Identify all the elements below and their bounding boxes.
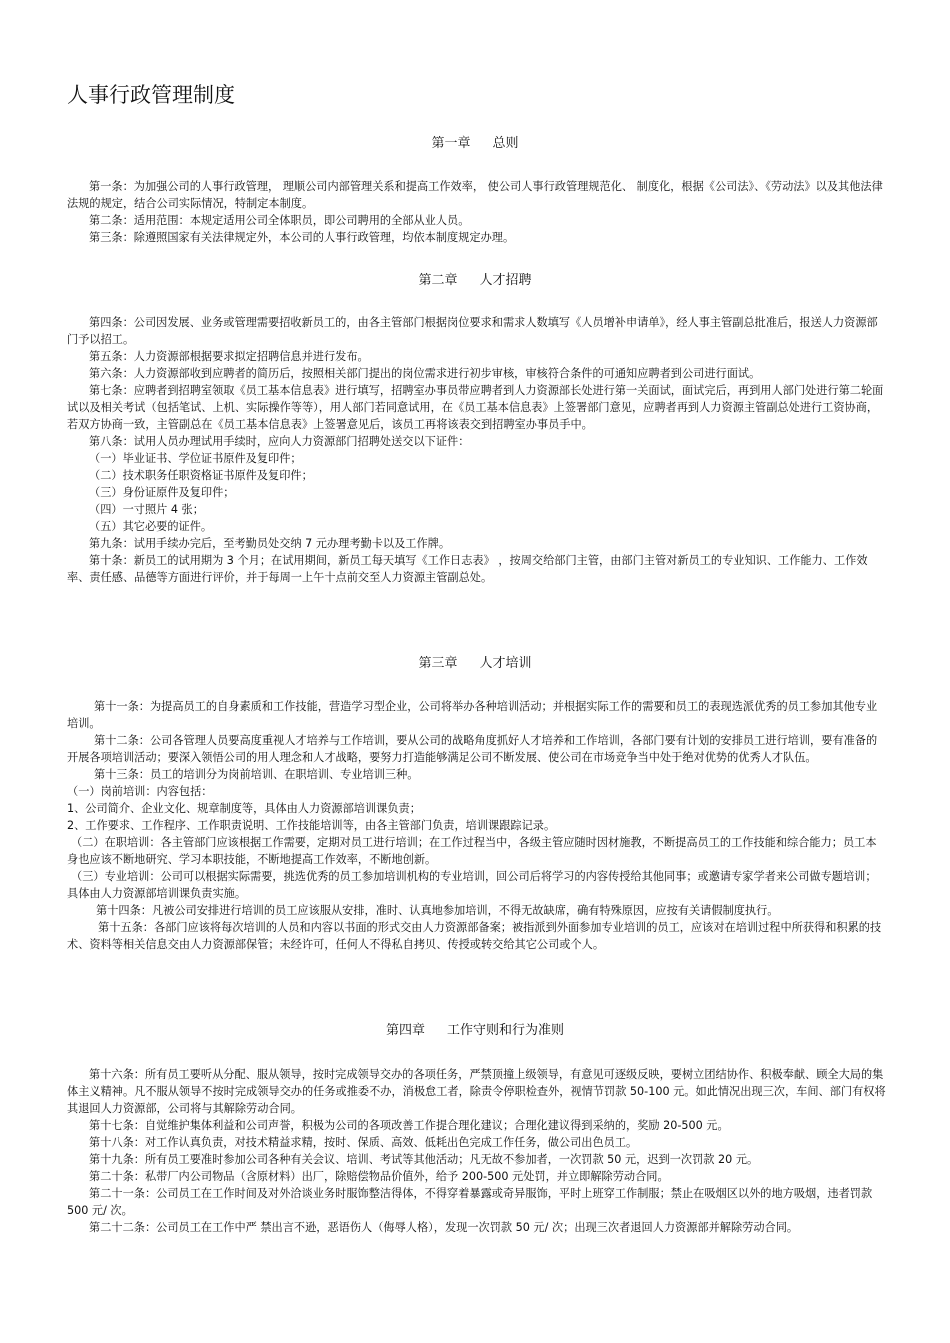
article-9: 第九条：试用手续办完后，至考勤员处交纳 7 元办理考勤卡以及工作牌。 <box>89 537 451 550</box>
training-type-2: （二）在职培训：各主管部门应该根据工作需要，定期对员工进行培训；在工作过程当中，各级主管应随时因材施教，不断提高员工的工作技能和综合能力；员工本身也应该不断地研究、学习本职技能，不断地提高工作效率，不断地创新。 <box>67 836 877 866</box>
chapter-name: 人才招聘 <box>479 273 532 288</box>
chapter-4-body <box>67 1066 887 1236</box>
chapter-1-body <box>67 178 887 246</box>
article-1: 第一条：为加强公司的人事行政管理， 理顺公司内部管理关系和提高工作效率， 使公司人事行政管理规范化、 制度化，根据《公司法》、《劳动法》以及其他法律法规的规定，结合公司实际情况，特制定本制度。 <box>67 180 883 210</box>
list-item: （五）其它必要的证件。 <box>89 520 213 533</box>
chapter-1-heading <box>0 135 950 153</box>
article-4: 第四条：公司因发展、业务或管理需要招收新员工的，由各主管部门根据岗位要求和需求人数填写《人员增补申请单》，经人事主管副总批准后，报送人力资源部门予以招工。 <box>67 316 878 346</box>
article-2: 第二条：适用范围：本规定适用公司全体职员，即公司聘用的全部从业人员。 <box>89 214 470 227</box>
chapter-number: 第三章 <box>418 656 458 671</box>
chapter-number: 第二章 <box>418 273 458 288</box>
chapter-3-body <box>67 698 887 953</box>
training-item-1: 1、公司简介、企业文化、规章制度等，具体由人力资源部培训课负责； <box>67 802 421 815</box>
article-20: 第二十条：私带厂内公司物品（含原材料）出厂，除赔偿物品价值外，给予 200-500 元处罚，并立即解除劳动合同。 <box>89 1170 669 1183</box>
training-type-1: （一）岗前培训：内容包括： <box>67 785 213 798</box>
chapter-4-heading <box>0 1022 950 1040</box>
article-7: 第七条：应聘者到招聘室领取《员工基本信息表》进行填写，招聘室办事员带应聘者到人力资源部长处进行第一关面试，面试完后，再到用人部门处进行第二轮面试以及相关考试（包括笔试、上机、实际操作等等），用人部门若同意试用，在《员工基本信息表》上签署部门意见，应聘者再到人力资源主管副总处进行工资协商，若双方协商一致，主管副总在《员工基本信息表》上签署意见后，该员工再将该表交到招聘室办事员手中。 <box>67 384 884 431</box>
article-8: 第八条：试用人员办理试用手续时，应向人力资源部门招聘处送交以下证件： <box>89 435 470 448</box>
article-5: 第五条：人力资源部根据要求拟定招聘信息并进行发布。 <box>89 350 369 363</box>
article-6: 第六条：人力资源部收到应聘者的简历后，按照相关部门提出的岗位需求进行初步审核，审核符合条件的可通知应聘者到公司进行面试。 <box>89 367 761 380</box>
article-17: 第十七条：自觉维护集体利益和公司声誉，积极为公司的各项改善工作提合理化建议；合理化建议得到采纳的，奖励 20-500 元。 <box>89 1119 729 1132</box>
training-item-2: 2、工作要求、工作程序、工作职责说明、工作技能培训等，由各主管部门负责，培训课跟踪记录。 <box>67 819 556 832</box>
document-title: 人事行政管理制度 <box>67 83 235 107</box>
list-item: （三）身份证原件及复印件； <box>89 486 235 499</box>
article-3: 第三条：除遵照国家有关法律规定外，本公司的人事行政管理，均依本制度规定办理。 <box>89 231 515 244</box>
article-13: 第十三条：员工的培训分为岗前培训、在职培训、专业培训三种。 <box>94 768 419 781</box>
chapter-name: 总则 <box>492 136 519 151</box>
chapter-name: 人才培训 <box>479 656 532 671</box>
list-item: （四）一寸照片 4 张； <box>89 503 204 516</box>
article-12: 第十二条：公司各管理人员要高度重视人才培养与工作培训，要从公司的战略角度抓好人才培养和工作培训，各部门要有计划的安排员工进行培训，要有准备的开展各项培训活动；要深入领悟公司的用人理念和人才战略，要努力打造能够满足公司不断发展、使公司在市场竞争当中处于绝对优势的优秀人才队伍。 <box>67 734 878 764</box>
chapter-3-heading <box>0 655 950 673</box>
article-11: 第十一条：为提高员工的自身素质和工作技能，营造学习型企业，公司将举办各种培训活动；并根据实际工作的需要和员工的表现选派优秀的员工参加其他专业培训。 <box>67 700 878 730</box>
training-type-3: （三）专业培训：公司可以根据实际需要，挑选优秀的员工参加培训机构的专业培训，回公司后将学习的内容传授给其他同事；或邀请专家学者来公司做专题培训；具体由人力资源部培训课负责实施。 <box>67 870 877 900</box>
article-19: 第十九条：所有员工要准时参加公司各种有关会议、培训、考试等其他活动；凡无故不参加者，一次罚款 50 元，迟到一次罚款 20 元。 <box>89 1153 759 1166</box>
chapter-number: 第四章 <box>385 1023 425 1038</box>
list-item: （一）毕业证书、学位证书原件及复印件； <box>89 452 302 465</box>
chapter-name: 工作守则和行为准则 <box>447 1023 565 1038</box>
article-10: 第十条：新员工的试用期为 3 个月；在试用期间，新员工每天填写《工作日志表》 ，按周交给部门主管，由部门主管对新员工的专业知识、工作能力、工作效率、责任感、品德等方面进行评价，并于每周一上午十点前交至人力资源主管副总处。 <box>67 554 868 584</box>
article-16: 第十六条：所有员工要听从分配、服从领导，按时完成领导交办的各项任务，严禁顶撞上级领导，有意见可逐级反映，要树立团结协作、积极奉献、顾全大局的集体主义精神。凡不服从领导不按时完成领导交办的任务或推委不办，消极怠工者，除责令停职检查外，视情节罚款 50-100 元。如此情况出现三次，车间、部门有权将其退回人力资源部，公司将与其解除劳动合同。 <box>67 1068 886 1115</box>
article-14: 第十四条：凡被公司安排进行培训的员工应该服从安排，准时、认真地参加培训，不得无故缺席，确有特殊原因，应按有关请假制度执行。 <box>96 904 779 917</box>
article-21: 第二十一条：公司员工在工作时间及对外洽谈业务时服饰整洁得体，不得穿着暴露或奇异服饰，平时上班穿工作制服；禁止在吸烟区以外的地方吸烟，违者罚款 500 元/ 次。 <box>67 1187 873 1217</box>
article-15: 第十五条：各部门应该将每次培训的人员和内容以书面的形式交由人力资源部备案；被指派到外面参加专业培训的员工，应该对在培训过程中所获得和积累的技术、资料等相关信息交由人力资源部保管；未经许可，任何人不得私自拷贝、传授或转交给其它公司或个人。 <box>67 921 882 951</box>
article-22: 第二十二条：公司员工在工作中严 禁出言不逊，恶语伤人（侮辱人格），发现一次罚款 50 元/ 次；出现三次者退回人力资源部并解除劳动合同。 <box>89 1221 799 1234</box>
chapter-number: 第一章 <box>431 136 471 151</box>
chapter-2-heading <box>0 272 950 290</box>
list-item: （二）技术职务任职资格证书原件及复印件； <box>89 469 313 482</box>
article-18: 第十八条：对工作认真负责，对技术精益求精，按时、保质、高效、低耗出色完成工作任务，做公司出色员工。 <box>89 1136 638 1149</box>
chapter-2-body <box>67 314 887 586</box>
